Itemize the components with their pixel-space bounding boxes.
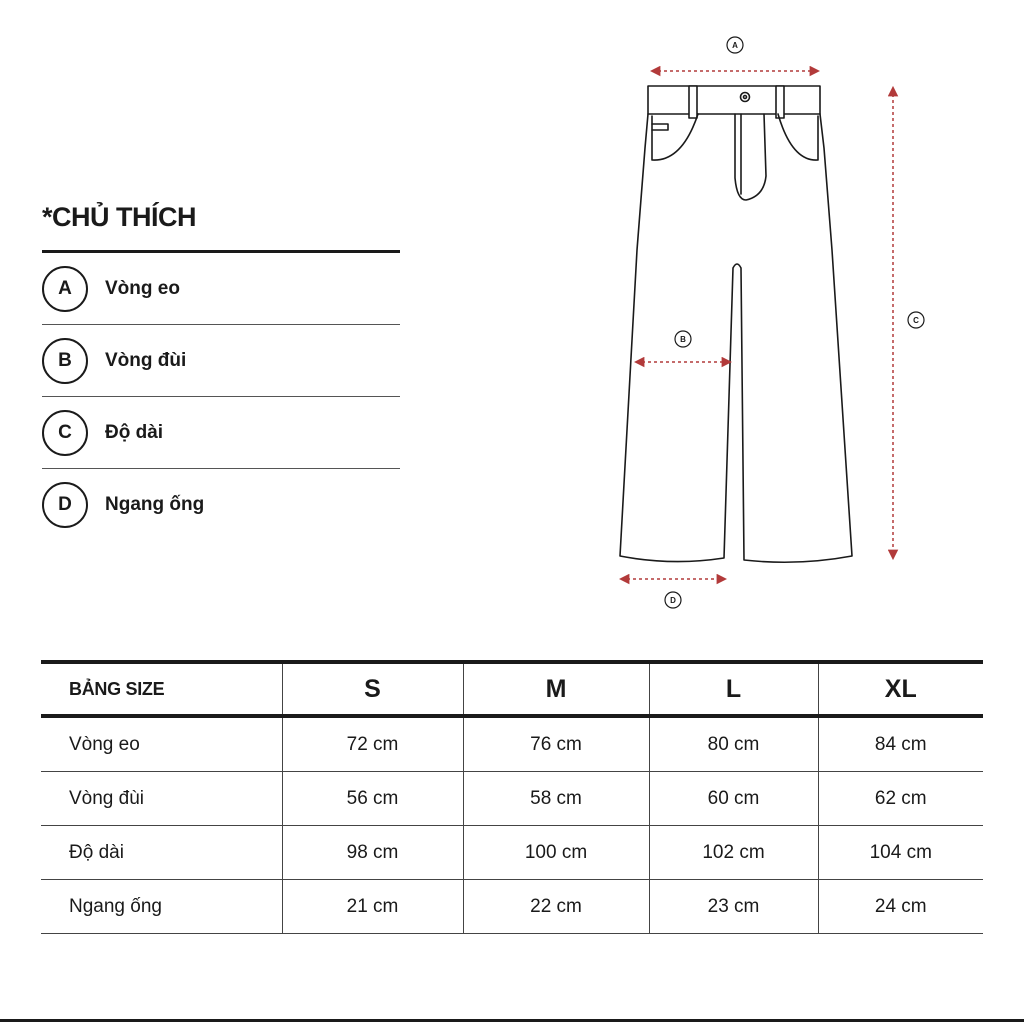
legend-title: *CHỦ THÍCH (42, 202, 196, 232)
row-label: Vòng eo (41, 716, 282, 772)
bottom-divider (0, 1019, 1024, 1022)
pants-outline-icon (620, 86, 852, 562)
marker-a: A (732, 41, 738, 50)
legend-badge: D (42, 482, 88, 528)
table-cell: 62 cm (818, 772, 983, 826)
legend-label: Độ dài (105, 421, 164, 443)
table-cell: 72 cm (282, 716, 463, 772)
size-header-l: L (649, 662, 818, 716)
size-header-s: S (282, 662, 463, 716)
table-cell: 60 cm (649, 772, 818, 826)
table-row (41, 772, 983, 826)
table-row (41, 826, 983, 880)
table-cell: 56 cm (282, 772, 463, 826)
legend-item-waist (42, 253, 400, 325)
legend-item-thigh (42, 325, 400, 397)
pants-diagram (560, 20, 960, 620)
size-header-xl: XL (818, 662, 983, 716)
table-cell: 23 cm (649, 880, 818, 934)
table-header-row (41, 662, 983, 716)
table-row (41, 880, 983, 934)
legend-badge: A (42, 266, 88, 312)
measure-arrows (621, 71, 893, 579)
table-cell: 100 cm (463, 826, 649, 880)
table-cell: 22 cm (463, 880, 649, 934)
marker-c: C (913, 316, 919, 325)
row-label: Độ dài (41, 826, 282, 880)
table-cell: 80 cm (649, 716, 818, 772)
legend-label: Vòng eo (105, 277, 180, 299)
marker-d: D (670, 596, 676, 605)
row-label: Ngang ống (41, 880, 282, 934)
legend-item-hem (42, 469, 400, 541)
table-cell: 98 cm (282, 826, 463, 880)
legend-badge: C (42, 410, 88, 456)
table-cell: 84 cm (818, 716, 983, 772)
marker-b: B (680, 335, 686, 344)
legend-item-length (42, 397, 400, 469)
size-table (41, 660, 983, 934)
table-corner-label: BẢNG SIZE (69, 678, 165, 699)
table-cell: 58 cm (463, 772, 649, 826)
legend-label: Ngang ống (105, 494, 205, 515)
legend-list (42, 253, 400, 541)
legend-label: Vòng đùi (105, 349, 187, 371)
legend-badge: B (42, 338, 88, 384)
table-cell: 76 cm (463, 716, 649, 772)
table-cell: 21 cm (282, 880, 463, 934)
table-row (41, 716, 983, 772)
size-header-m: M (463, 662, 649, 716)
table-cell: 102 cm (649, 826, 818, 880)
table-cell: 104 cm (818, 826, 983, 880)
measure-markers (665, 37, 924, 608)
table-cell: 24 cm (818, 880, 983, 934)
row-label: Vòng đùi (41, 772, 282, 826)
